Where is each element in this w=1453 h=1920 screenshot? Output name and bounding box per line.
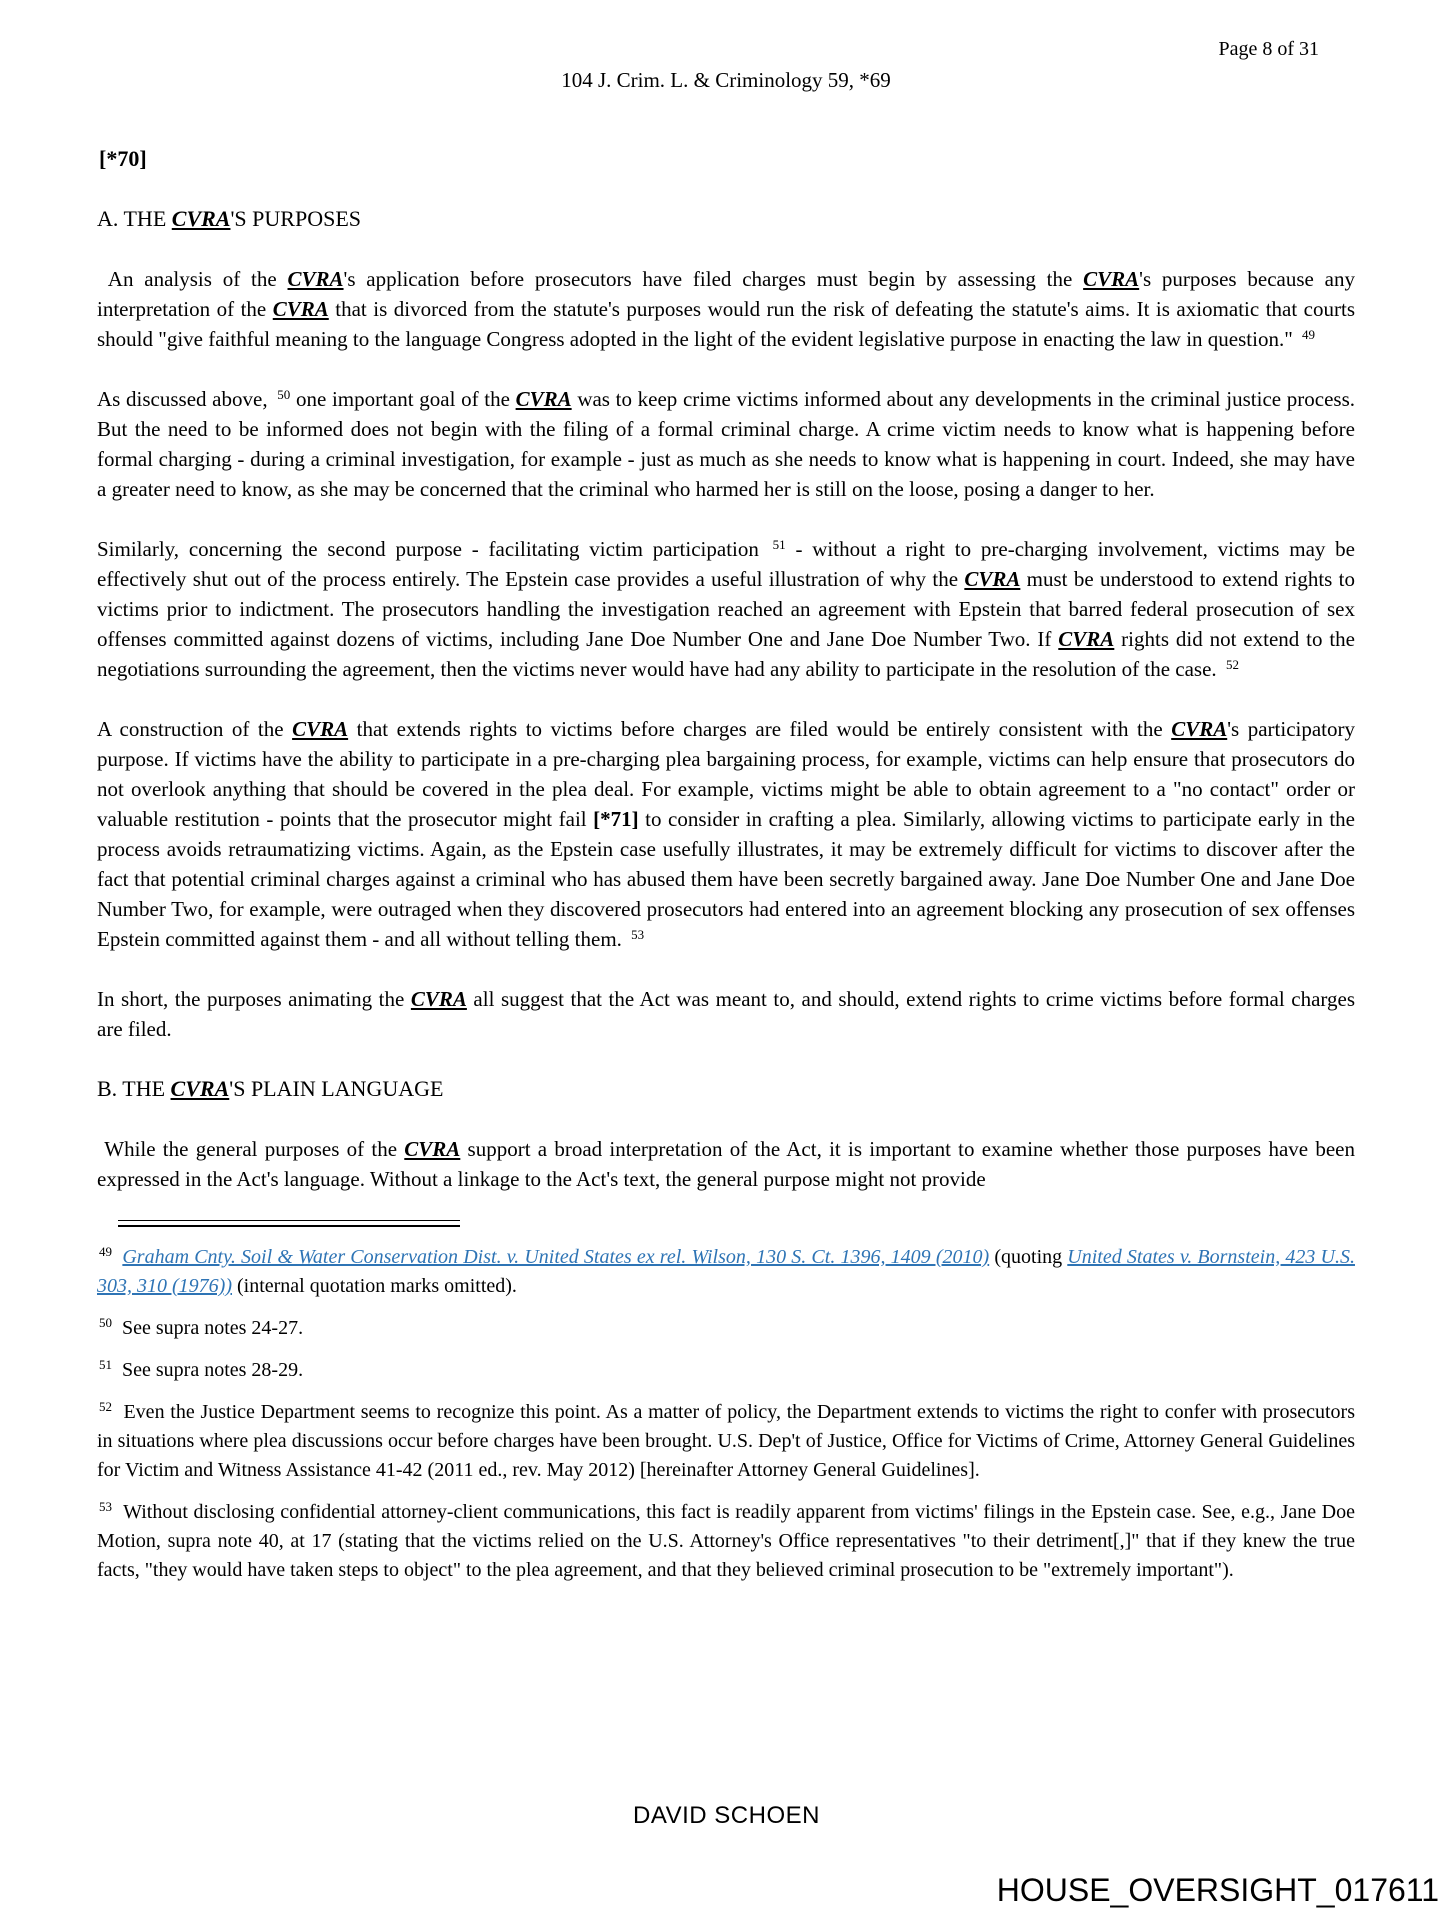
text-run: 'S PLAIN LANGUAGE: [229, 1076, 444, 1101]
cvra-term: CVRA: [410, 987, 467, 1011]
cvra-term: CVRA: [1058, 627, 1115, 651]
paragraph-1: [97, 264, 1355, 354]
cvra-term: CVRA: [404, 1137, 461, 1161]
text-run: Similarly, concerning the second purpose - facilitating victim participation: [97, 537, 769, 561]
cvra-term: CVRA: [1083, 267, 1140, 291]
text-run: 'S PURPOSES: [230, 206, 361, 231]
text-run: (quoting: [989, 1246, 1068, 1268]
cvra-term: CVRA: [287, 267, 344, 291]
text-run: support a broad interpretation of the Act, it is important to examine whether those purposes have been expressed in the Act's language. Without a linkage to the Act's text, the general purpose might not provide: [97, 1137, 1355, 1191]
text-run: A. THE: [97, 206, 172, 231]
paragraph-3: [97, 534, 1355, 684]
text-run: B. THE: [97, 1076, 171, 1101]
text-run: See supra notes 24-27.: [122, 1317, 304, 1339]
cvra-term: CVRA: [292, 717, 349, 741]
journal-citation-header: 104 J. Crim. L. & Criminology 59, *69: [561, 68, 891, 92]
paragraph-2: [97, 384, 1355, 504]
text-run: one important goal of the: [290, 387, 516, 411]
text-run: (internal quotation marks omitted).: [231, 1275, 517, 1297]
text-run: - without a right to pre-charging involvement, victims may be effectively shut out of the process entirely. The Epstein case provides a useful illustration of why the: [97, 537, 1355, 591]
footnote-reference: 50: [277, 387, 291, 402]
footnote-reference: 49: [1302, 327, 1316, 342]
text-run: to consider in crafting a plea. Similarly, allowing victims to participate early in the process avoids retraumatizing victims. Again, as the Epstein case usefully illustrates, it may be extremely difficult for victims to discover after the fact that potential criminal charges against a criminal who has abused them have been secretly bargained away. Jane Doe Number One and Jane Doe Number Two, for example, were outraged when they discovered prosecutors had entered into an agreement blocking any prosecution of sex offenses Epstein committed against them - and all without telling them.: [97, 807, 1355, 951]
text-run: A construction of the: [97, 717, 293, 741]
footnote-50: [97, 1314, 1355, 1343]
section-a-heading: [97, 204, 1355, 234]
footnotes-list: [97, 1243, 1355, 1585]
text-run: See supra notes 28-29.: [122, 1359, 304, 1381]
cvra-term: CVRA: [171, 206, 231, 231]
footnote-number: 50: [99, 1315, 112, 1330]
cvra-term: CVRA: [515, 387, 572, 411]
star-page-marker-inline: [*71]: [593, 807, 639, 831]
footnote-number: 49: [99, 1244, 112, 1259]
document-blocks: [97, 204, 1355, 1194]
case-citation-link[interactable]: United States v. Bornstein, 423 U.S. 303, 310 (1976)): [97, 1246, 1355, 1297]
cvra-term: CVRA: [964, 567, 1021, 591]
footnote-53: [97, 1498, 1355, 1585]
footnote-reference: 53: [631, 927, 645, 942]
bates-number: HOUSE_OVERSIGHT_017611: [996, 1872, 1439, 1908]
text-run: must be understood to extend rights to victims prior to indictment. The prosecutors handling the investigation reached an agreement with Epstein that barred federal prosecution of sex offenses committed against dozens of victims, including Jane Doe Number One and Jane Doe Number Two. If: [97, 567, 1355, 651]
star-page-marker: [*70]: [99, 146, 147, 171]
text-run: An analysis of the: [97, 267, 288, 291]
paragraph-4: [97, 714, 1355, 954]
footnote-51: [97, 1356, 1355, 1385]
text-run: As discussed above,: [97, 387, 274, 411]
text-run: was to keep crime victims informed about any developments in the criminal justice process. But the need to be informed does not begin with the filing of a formal criminal charge. A crime victim needs to know what is happening before formal charging - during a criminal investigation, for example - just as much as she needs to know what is happening in court. Indeed, she may have a greater need to know, as she may be concerned that the criminal who harmed her is still on the loose, posing a danger to her.: [97, 387, 1355, 501]
text-run: In short, the purposes animating the: [97, 987, 411, 1011]
text-run: 's participatory purpose. If victims have the ability to participate in a pre-charging plea bargaining process, for example, victims can help ensure that prosecutors do not overlook anything that should be covered in the plea deal. For example, victims might be able to obtain agreement to a "no contact" order or valuable restitution - points that the prosecutor might fail: [97, 717, 1355, 831]
cvra-term: CVRA: [1171, 717, 1228, 741]
footnote-49: [97, 1243, 1355, 1301]
paragraph-5: [97, 984, 1355, 1044]
text-run: that is divorced from the statute's purposes would run the risk of defeating the statute's aims. It is axiomatic that courts should "give faithful meaning to the language Congress adopted in the light of the evident legislative purpose in enacting the law in question.": [97, 297, 1355, 351]
footnote-separator: [118, 1220, 460, 1227]
footnote-number: 52: [99, 1399, 112, 1414]
footnote-reference: 51: [772, 537, 786, 552]
case-citation-link[interactable]: Graham Cnty. Soil & Water Conservation Dist. v. United States ex rel. Wilson, 130 S. Ct. 1396, 1409 (2010): [122, 1246, 990, 1268]
text-run: 's application before prosecutors have filed charges must begin by assessing the: [343, 267, 1084, 291]
text-run: rights did not extend to the negotiations surrounding the agreement, then the victims never would have had any ability to participate in the resolution of the case.: [97, 627, 1355, 681]
text-run: 's purposes because any interpretation of the: [97, 267, 1355, 321]
text-run: all suggest that the Act was meant to, and should, extend rights to crime victims before formal charges are filed.: [97, 987, 1355, 1041]
cvra-term: CVRA: [272, 297, 329, 321]
text-run: While the general purposes of the: [97, 1137, 405, 1161]
footer-author-name: DAVID SCHOEN: [633, 1802, 820, 1829]
footnote-reference: 52: [1225, 657, 1239, 672]
footnote-52: [97, 1398, 1355, 1485]
text-run: that extends rights to victims before charges are filed would be entirely consistent with the: [348, 717, 1172, 741]
paragraph-6: [97, 1134, 1355, 1194]
page-indicator: Page 8 of 31: [1218, 38, 1319, 60]
footnote-number: 51: [99, 1357, 112, 1372]
section-b-heading: [97, 1074, 1355, 1104]
cvra-term: CVRA: [170, 1076, 230, 1101]
footnote-number: 53: [99, 1499, 112, 1514]
text-run: Even the Justice Department seems to recognize this point. As a matter of policy, the Department extends to victims the right to confer with prosecutors in situations where plea discussions occur before charges have been brought. U.S. Dep't of Justice, Office for Victims of Crime, Attorney General Guidelines for Victim and Witness Assistance 41-42 (2011 ed., rev. May 2012) [hereinafter Attorney General Guidelines].: [97, 1401, 1356, 1481]
text-run: Without disclosing confidential attorney-client communications, this fact is readily apparent from victims' filings in the Epstein case. See, e.g., Jane Doe Motion, supra note 40, at 17 (stating that the victims relied on the U.S. Attorney's Office representatives "to their detriment[,]" that if they knew the true facts, "they would have taken steps to object" to the plea agreement, and that they believed criminal prosecution to be "extremely important").: [97, 1501, 1356, 1581]
